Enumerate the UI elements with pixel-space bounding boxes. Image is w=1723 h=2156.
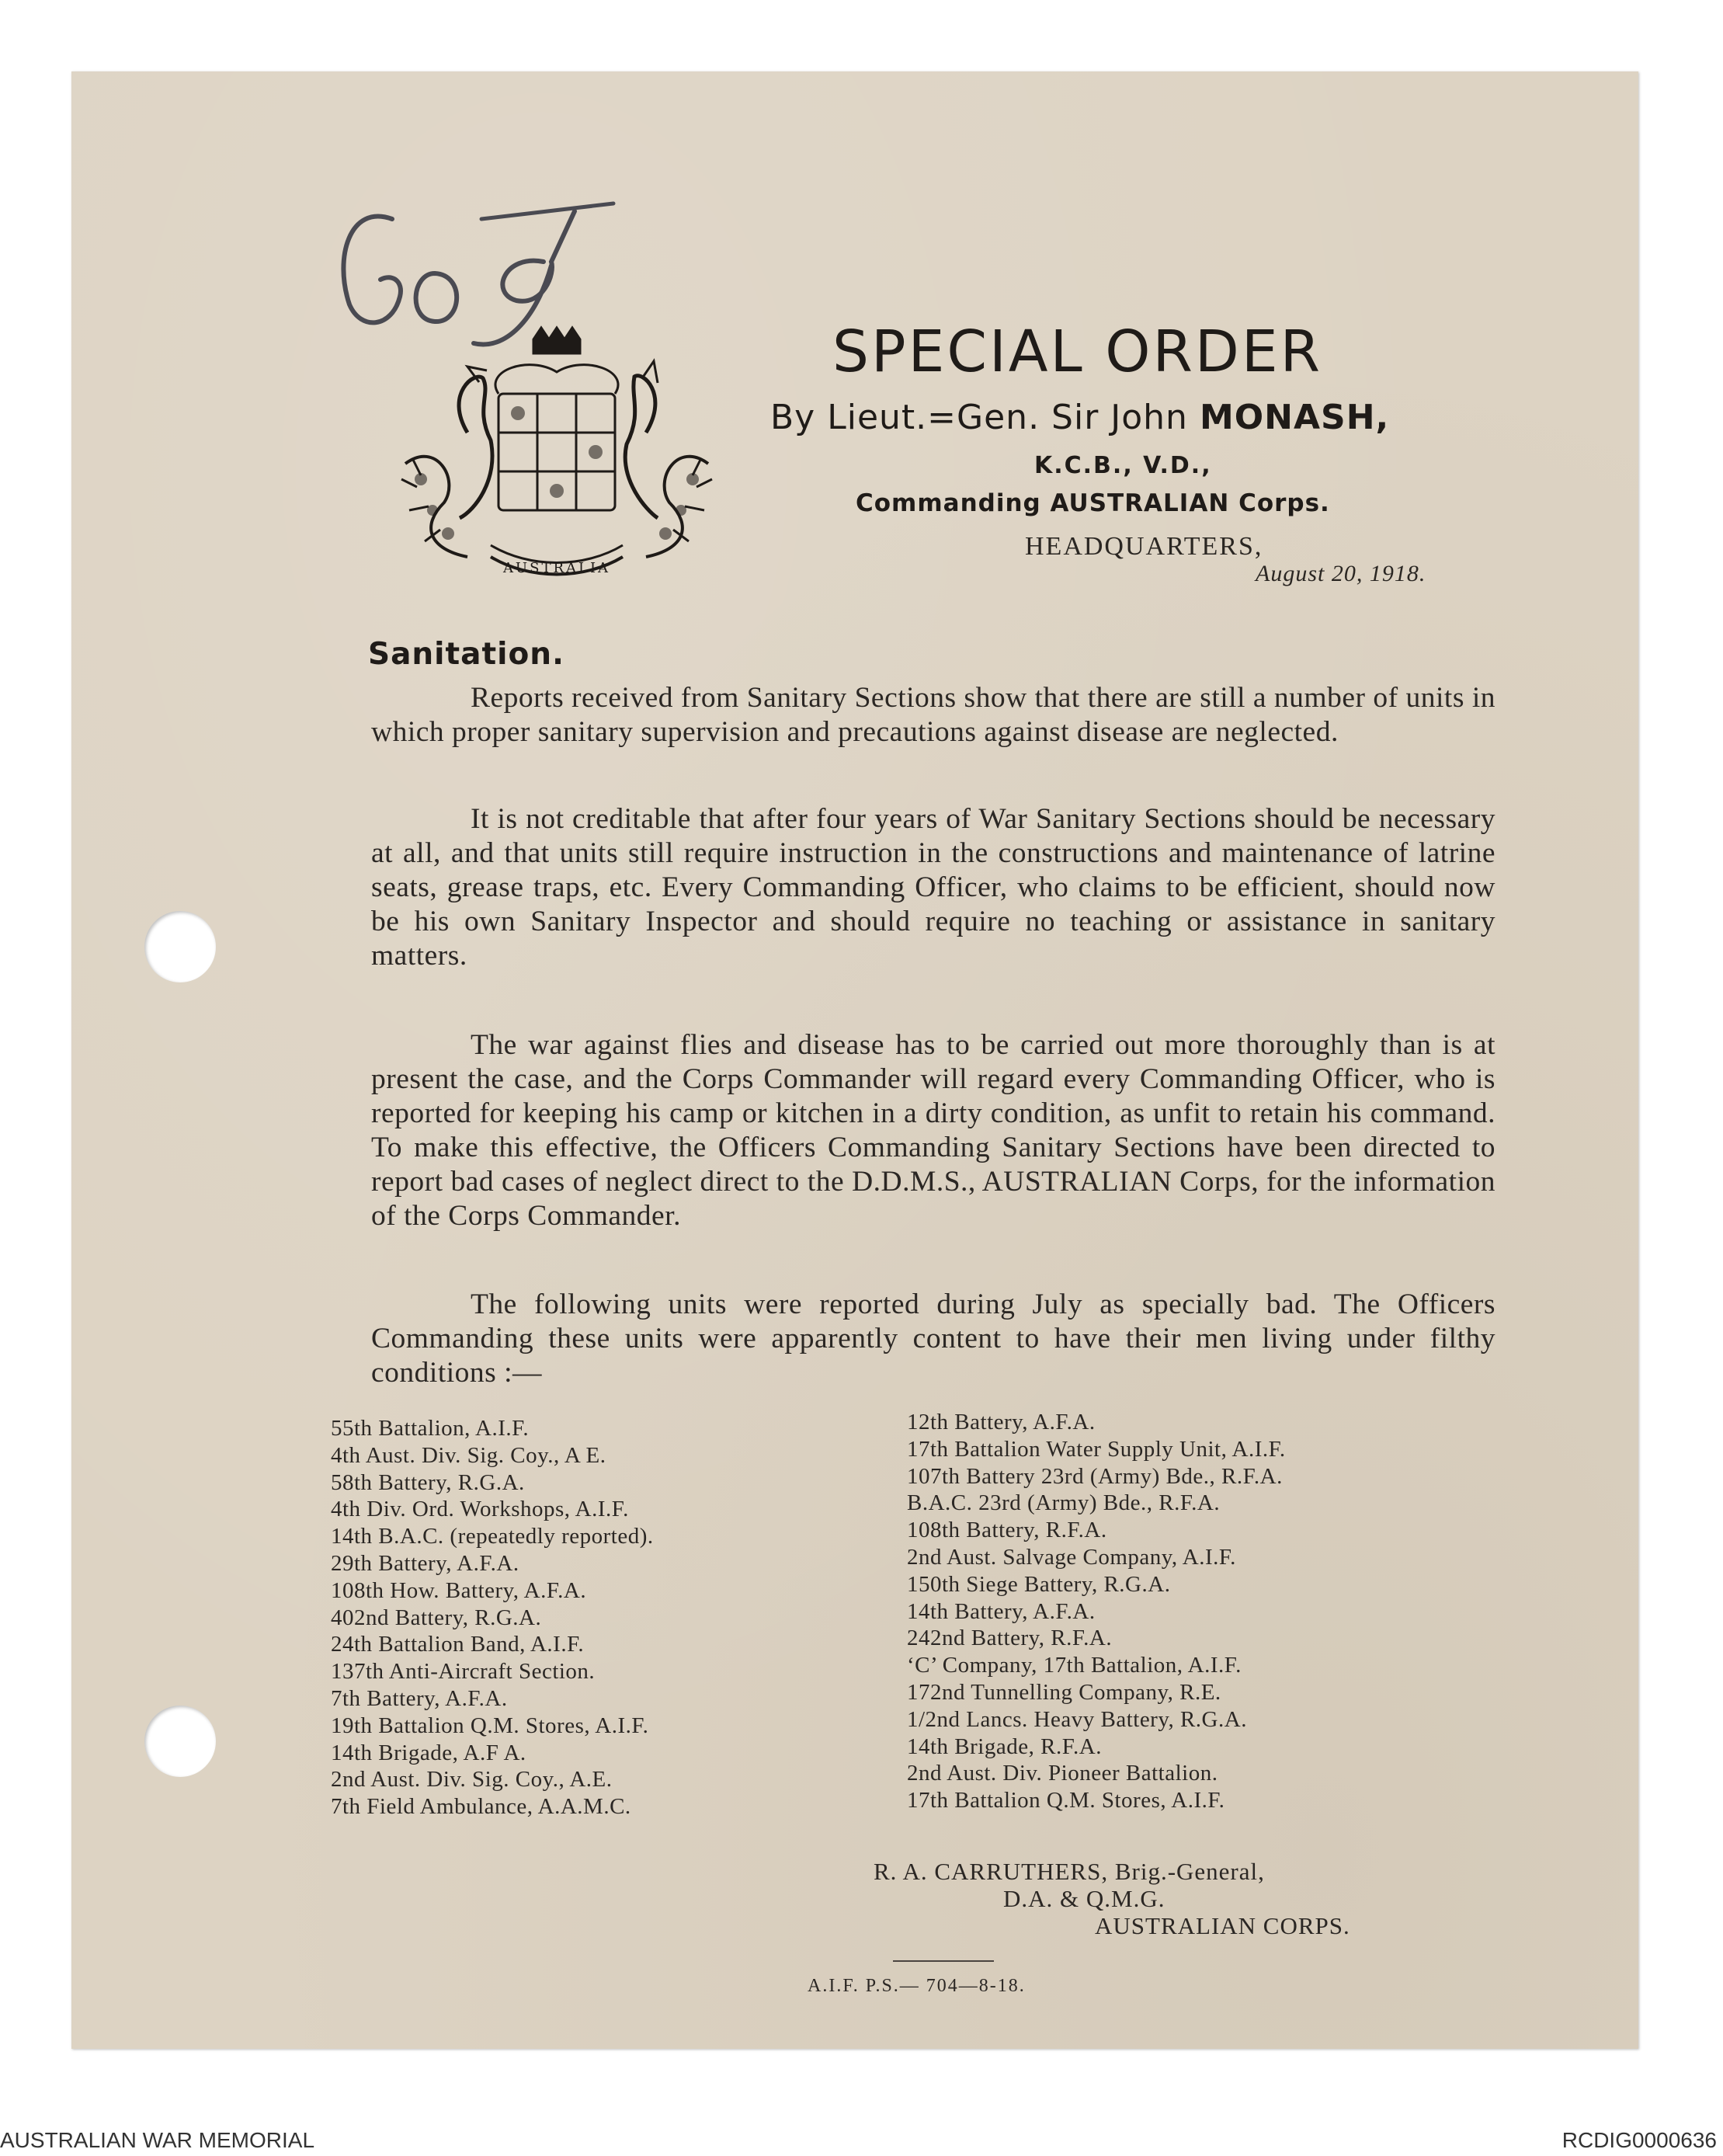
list-item: 7th Battery, A.F.A. (331, 1685, 508, 1711)
list-item: 19th Battalion Q.M. Stores, A.I.F. (331, 1713, 649, 1738)
list-item: 14th B.A.C. (repeatedly reported). (331, 1524, 654, 1549)
byline-name: MONASH, (1199, 398, 1390, 437)
issuer-honours: K.C.B., V.D., (1034, 452, 1212, 479)
list-item: 17th Battalion Q.M. Stores, A.I.F. (907, 1788, 1225, 1813)
list-item: 4th Aust. Div. Sig. Coy., A E. (331, 1442, 606, 1468)
list-item: 7th Field Ambulance, A.A.M.C. (331, 1794, 631, 1820)
list-item: 12th Battery, A.F.A. (907, 1410, 1096, 1434)
list-item: 108th How. Battery, A.F.A. (331, 1577, 587, 1603)
signatory-role: D.A. & Q.M.G. (1003, 1885, 1165, 1912)
list-item: 14th Battery, A.F.A. (907, 1598, 1096, 1624)
list-item: 55th Battalion, A.I.F. (331, 1416, 530, 1441)
print-reference: A.I.F. P.S.— 704—8-18. (808, 1976, 1026, 1996)
signatory-unit: AUSTRALIAN CORPS. (1095, 1912, 1350, 1939)
signatory-name: R. A. CARRUTHERS, Brig.-General, (874, 1858, 1265, 1885)
document-page (71, 71, 1638, 2049)
footer-record-id: RCDIG0000636 (1561, 2128, 1717, 2152)
list-item: 242nd Battery, R.F.A. (907, 1626, 1113, 1651)
list-item: 24th Battalion Band, A.I.F. (331, 1632, 585, 1657)
list-item: 402nd Battery, R.G.A. (331, 1605, 542, 1630)
list-item: 4th Div. Ord. Workshops, A.I.F. (331, 1497, 629, 1522)
document-title: SPECIAL ORDER (832, 318, 1323, 385)
order-date: August 20, 1918. (1256, 561, 1426, 586)
list-item: B.A.C. 23rd (Army) Bde., R.F.A. (907, 1490, 1221, 1516)
list-item: 2nd Aust. Salvage Company, A.I.F. (907, 1544, 1236, 1570)
list-item: 14th Brigade, A.F A. (331, 1740, 526, 1765)
issuer-byline (770, 398, 1389, 437)
paragraph-4: The following units were reported during July as specially bad. The Officers Commanding these units were apparently content to have their men living under filthy conditions :— (371, 1288, 1495, 1389)
crest-scroll-text: AUSTRALIA (502, 560, 611, 576)
list-item: 14th Brigade, R.F.A. (907, 1733, 1102, 1759)
byline-prefix: By Lieut.=Gen. Sir John (770, 398, 1200, 437)
coat-of-arms-emblem (374, 324, 739, 596)
list-item: 1/2nd Lancs. Heavy Battery, R.G.A. (907, 1706, 1247, 1732)
footer-archive-name: AUSTRALIAN WAR MEMORIAL (0, 2128, 315, 2152)
list-item: 150th Siege Battery, R.G.A. (907, 1571, 1171, 1597)
list-item: 29th Battery, A.F.A. (331, 1550, 519, 1576)
list-item: 2nd Aust. Div. Sig. Coy., A.E. (331, 1767, 613, 1793)
list-item: ‘C’ Company, 17th Battalion, A.I.F. (907, 1653, 1242, 1678)
list-item: 58th Battery, R.G.A. (331, 1469, 525, 1495)
divider-rule (893, 1960, 994, 1962)
list-item: 107th Battery 23rd (Army) Bde., R.F.A. (907, 1463, 1283, 1489)
paragraph-3: The war against flies and disease has to be carried out more thoroughly than is at present the case, and the Corps Commander will regard every Commanding Officer, who is reported for keeping his camp or kitchen in a dirty condition, as unfit to retain his command. To make this effective, the Officers Commanding Sanitary Sections have been directed to report bad cases of neglect direct to the D.D.M.S., AUSTRALIAN Corps, for the information of the Corps Commander. (371, 1029, 1495, 1232)
punch-hole-top (144, 911, 216, 982)
paragraph-1: Reports received from Sanitary Sections show that there are still a number of units in which proper sanitary supervision and precautions against disease are neglected. (371, 682, 1495, 748)
units-list-right (907, 1409, 1286, 1814)
section-heading: Sanitation. (368, 637, 564, 672)
punch-hole-bottom (144, 1706, 216, 1777)
list-item: 17th Battalion Water Supply Unit, A.I.F. (907, 1436, 1286, 1462)
list-item: 108th Battery, R.F.A. (907, 1518, 1107, 1543)
paragraph-2: It is not creditable that after four years of War Sanitary Sections should be necessary at all, and that units still require instruction in the constructions and maintenance of latrine seats, grease traps, etc. Every Commanding Officer, who claims to be efficient, should now be his own Sanitary Inspector and should require no teaching or assistance in sanitary matters. (371, 803, 1495, 972)
headquarters-label: HEADQUARTERS, (1025, 532, 1263, 561)
list-item: 172nd Tunnelling Company, R.E. (907, 1679, 1221, 1705)
list-item: 137th Anti-Aircraft Section. (331, 1659, 596, 1685)
units-list-left (331, 1415, 654, 1820)
list-item: 2nd Aust. Div. Pioneer Battalion. (907, 1761, 1218, 1786)
issuer-command: Commanding AUSTRALIAN Corps. (856, 489, 1330, 517)
